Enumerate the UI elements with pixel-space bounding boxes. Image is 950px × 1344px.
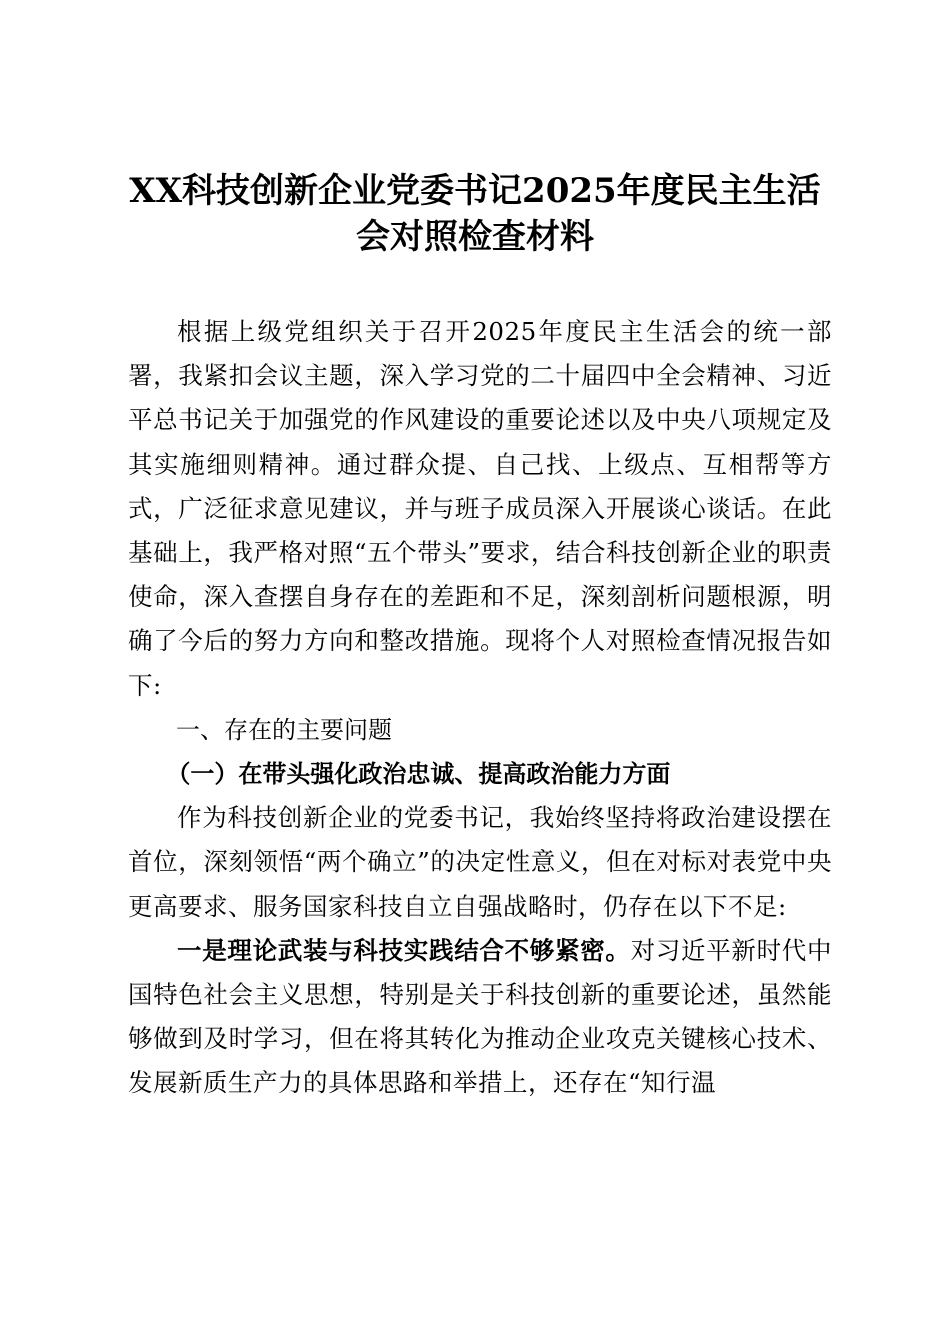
point-lead: 一是理论武装与科技实践结合不够紧密。	[177, 935, 631, 965]
intro-paragraph: 根据上级党组织关于召开2025年度民主生活会的统一部署，我紧扣会议主题，深入学习党的二十届四中全会精神、习近平总书记关于加强党的作风建设的重要论述以及中央八项规定及其实施细则精神。通过群众提、自己找、上级点、互相帮等方式，广泛征求意见建议，并与班子成员深入开展谈心谈话。在此基础上，我严格对照“五个带头”要求，结合科技创新企业的职责使命，深入查摆自身存在的差距和不足，深刻剖析问题根源，明确了今后的努力方向和整改措施。现将个人对照检查情况报告如下:	[128, 317, 832, 700]
point-text: 对习近平新时代中国特色社会主义思想，特别是关于科技创新的重要论述，虽然能够做到及时学习，但在将其转化为推动企业攻克关键核心技术、发展新质生产力的具体思路和举措上，还存在“知行温	[128, 935, 833, 1098]
subsection-heading: （一）在带头强化政治忠诚、提高政治能力方面	[166, 759, 671, 789]
point-paragraph	[128, 929, 832, 1106]
title-line-2: 会对照检查材料	[356, 217, 594, 257]
section-heading: 一、存在的主要问题	[176, 715, 392, 744]
document-body	[128, 310, 832, 1106]
document-title	[100, 168, 850, 260]
title-line-1: XX科技创新企业党委书记2025年度民主生活	[129, 171, 821, 211]
subsection-paragraph: 作为科技创新企业的党委书记，我始终坚持将政治建设摆在首位，深刻领悟“两个确立”的决定性意义，但在对标对表党中央更高要求、服务国家科技自立自强战略时，仍存在以下不足:	[128, 803, 832, 921]
